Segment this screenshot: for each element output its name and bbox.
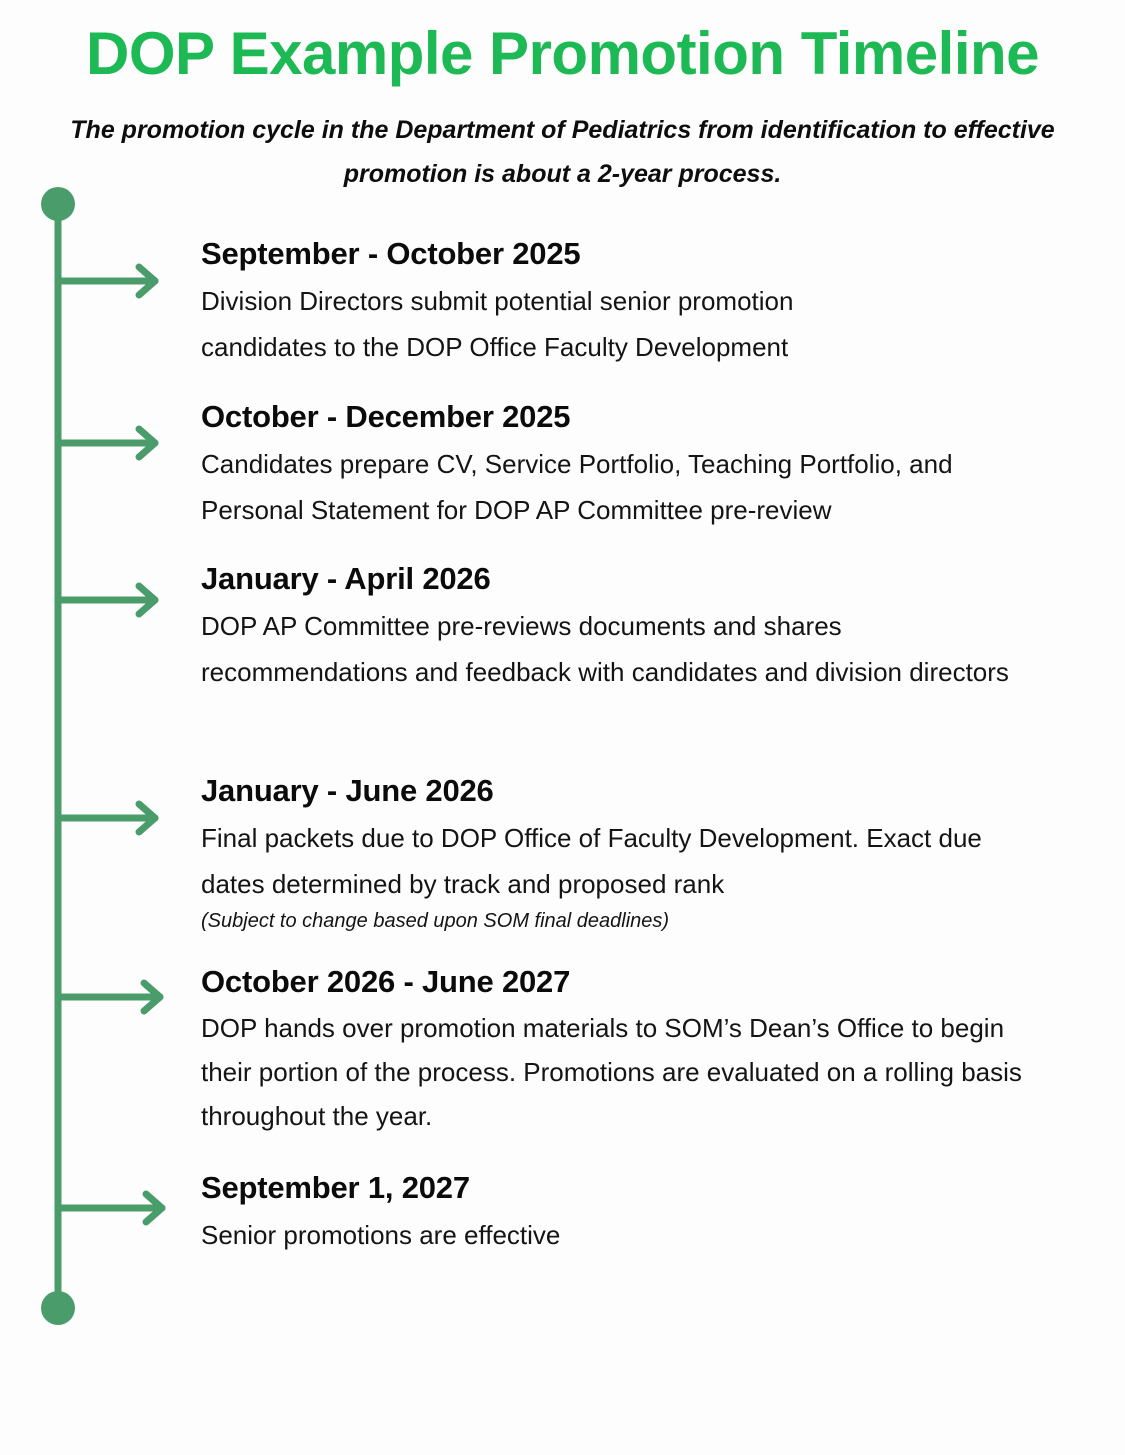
event-description: Final packets due to DOP Office of Faculty Development. Exact due dates determined by track and proposed rank	[201, 823, 982, 899]
event-date: January - April 2026	[201, 561, 491, 596]
arrow-icon	[58, 983, 160, 1011]
arrow-icon	[58, 267, 155, 295]
arrow-icon	[58, 429, 155, 457]
event-description: Candidates prepare CV, Service Portfolio, Teaching Portfolio, and Personal Statement for DOP AP Committee pre-review	[201, 449, 953, 525]
arrow-icon	[58, 586, 155, 614]
event-description: Senior promotions are effective	[201, 1220, 561, 1250]
timeline-event	[201, 234, 1061, 370]
arrow-icon	[58, 1194, 162, 1222]
timeline-event	[201, 962, 1061, 1138]
event-date: September 1, 2027	[201, 1170, 470, 1205]
page-title: DOP Example Promotion Timeline	[85, 20, 1040, 87]
timeline-end-dot-icon	[41, 1291, 75, 1325]
event-description: Division Directors submit potential senior promotion candidates to the DOP Office Faculty Development	[201, 286, 794, 362]
timeline-event	[201, 559, 1061, 695]
arrow-icon	[58, 804, 155, 832]
event-note: (Subject to change based upon SOM final deadlines)	[201, 910, 670, 932]
page-subtitle: The promotion cycle in the Department of Pediatrics from identification to effective promotion is about a 2-year process.	[70, 116, 1055, 188]
timeline-event	[201, 397, 1061, 533]
event-date: September - October 2025	[201, 236, 581, 271]
event-date: October 2026 - June 2027	[201, 964, 571, 999]
timeline-event	[201, 1168, 1061, 1258]
timeline-event	[201, 771, 1061, 935]
event-date: October - December 2025	[201, 399, 571, 434]
event-date: January - June 2026	[201, 773, 494, 808]
event-description: DOP AP Committee pre-reviews documents and shares recommendations and feedback with candidates and division directors	[201, 611, 1009, 687]
event-description: DOP hands over promotion materials to SOM’s Dean’s Office to begin their portion of the process. Promotions are evaluated on a rolling basis throughout the year.	[201, 1013, 1022, 1131]
